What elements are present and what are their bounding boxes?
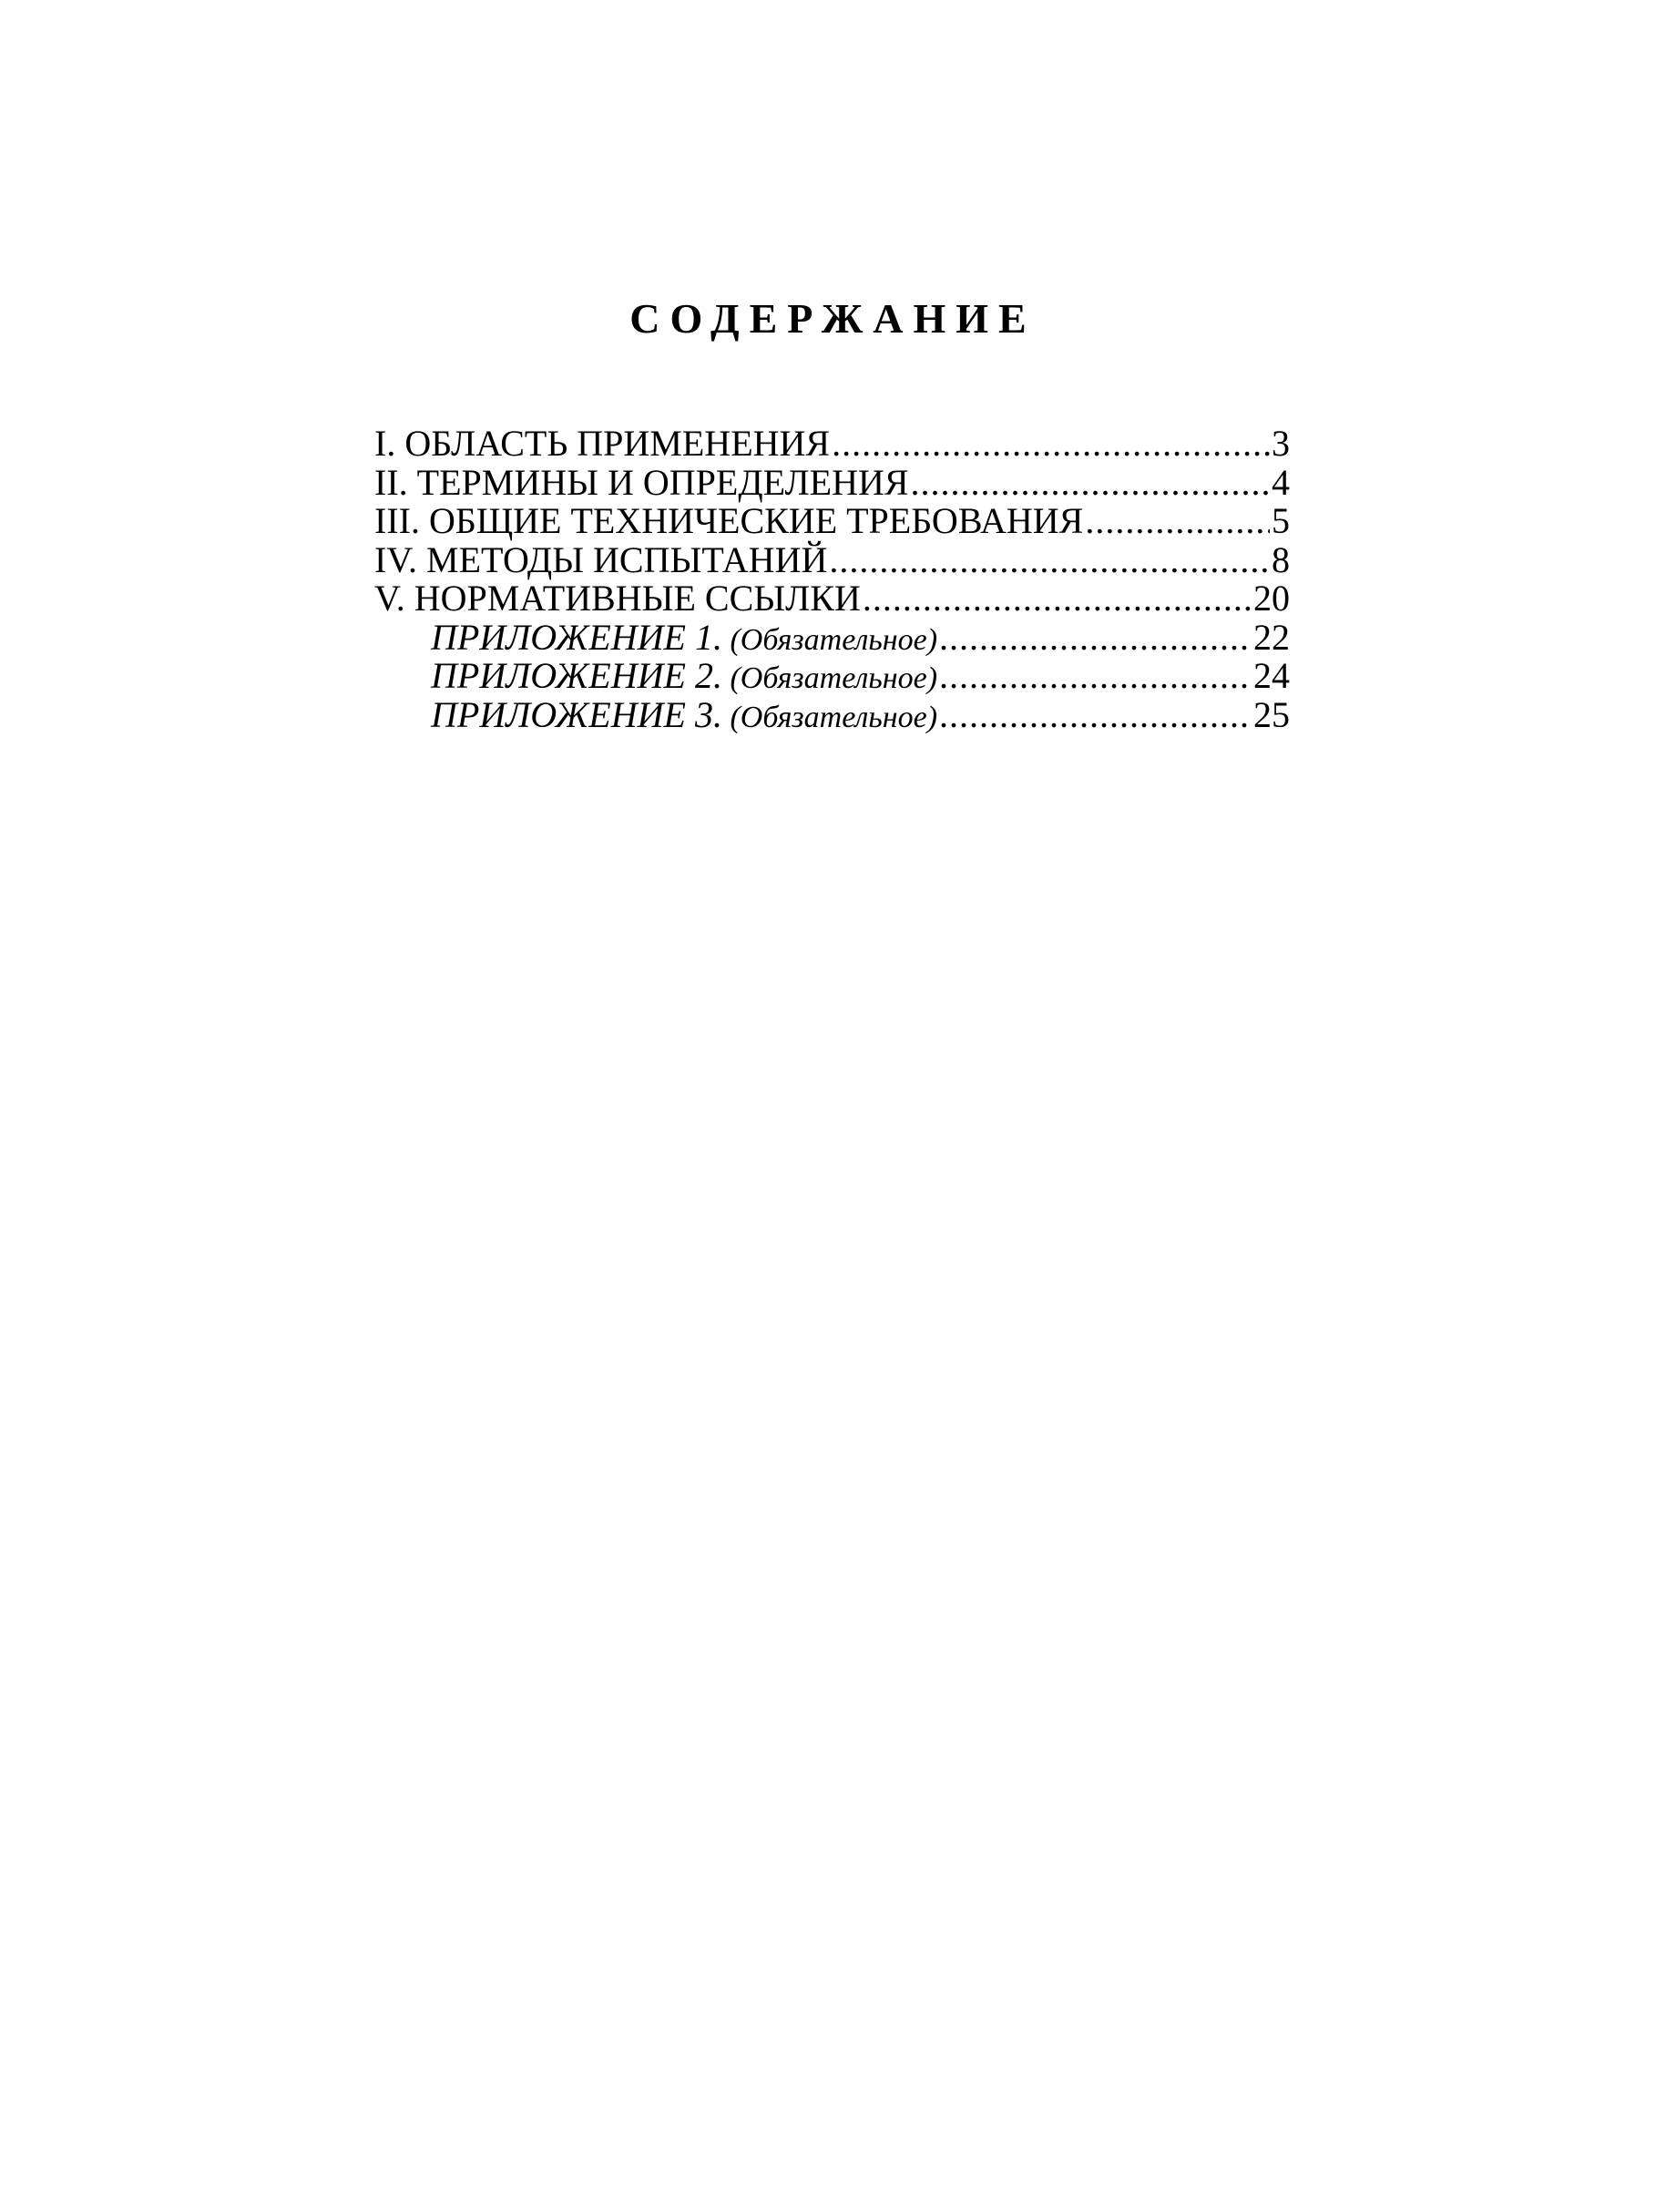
toc-entry-label: [374, 461, 909, 503]
toc-leader-dots: [911, 464, 1270, 503]
toc-leader-dots: [939, 619, 1252, 658]
toc-entry-page: 25: [1253, 693, 1290, 735]
toc-entry-title: ПРИЛОЖЕНИЕ 2.: [431, 655, 722, 696]
toc-entry-title: ПРИЛОЖЕНИЕ 1.: [431, 616, 722, 658]
toc-entry-label: [374, 502, 1083, 541]
toc-entry-title: II. ТЕРМИНЫ И ОПРЕДЕЛЕНИЯ: [374, 461, 909, 503]
toc-entry-title: III. ОБЩИЕ ТЕХНИЧЕСКИЕ ТРЕБОВАНИЯ: [374, 500, 1084, 541]
toc-entry-page: 4: [1272, 461, 1290, 503]
toc-leader-dots: [939, 696, 1252, 735]
toc-leader-dots: [1085, 502, 1270, 541]
toc-leader-dots: [863, 579, 1252, 619]
toc-entry[interactable]: [374, 538, 1290, 580]
toc-entry-title: I. ОБЛАСТЬ ПРИМЕНЕНИЯ: [374, 423, 831, 464]
toc-entry-subtitle: (Обязательное): [721, 700, 938, 734]
toc-entry-page: 20: [1253, 578, 1290, 619]
toc-appendix-entry[interactable]: [374, 616, 1290, 658]
table-of-contents: [374, 425, 1290, 734]
toc-entry-title: V. НОРМАТИВНЫЕ ССЫЛКИ: [374, 578, 861, 619]
toc-entry-title: ПРИЛОЖЕНИЕ 3.: [431, 693, 722, 735]
toc-entry-label: [374, 538, 828, 580]
toc-entry-label: [431, 616, 938, 661]
page-title: СОДЕРЖАНИЕ: [629, 295, 1037, 342]
toc-appendix-entry[interactable]: [374, 657, 1290, 696]
toc-entry-label: [431, 657, 937, 699]
toc-entry-page: 3: [1272, 423, 1290, 464]
toc-entry-subtitle: (Обязательное): [721, 622, 938, 657]
toc-entry-label: [374, 425, 830, 464]
toc-leader-dots: [939, 657, 1252, 696]
toc-entry-label: [431, 693, 938, 738]
toc-entry[interactable]: [374, 579, 1290, 619]
toc-leader-dots: [829, 541, 1270, 580]
toc-leader-dots: [832, 425, 1270, 464]
toc-entry[interactable]: [374, 425, 1290, 464]
toc-entry-page: 22: [1253, 616, 1290, 658]
toc-appendix-entry[interactable]: [374, 693, 1290, 735]
toc-entry-page: 8: [1272, 538, 1290, 580]
toc-entry-page: 5: [1272, 500, 1290, 541]
toc-entry[interactable]: [374, 502, 1290, 541]
toc-entry-subtitle: (Обязательное): [721, 661, 938, 695]
toc-entry-label: [374, 579, 861, 619]
toc-entry-page: 24: [1253, 655, 1290, 696]
toc-entry-title: IV. МЕТОДЫ ИСПЫТАНИЙ: [374, 538, 828, 580]
toc-entry[interactable]: [374, 461, 1290, 503]
